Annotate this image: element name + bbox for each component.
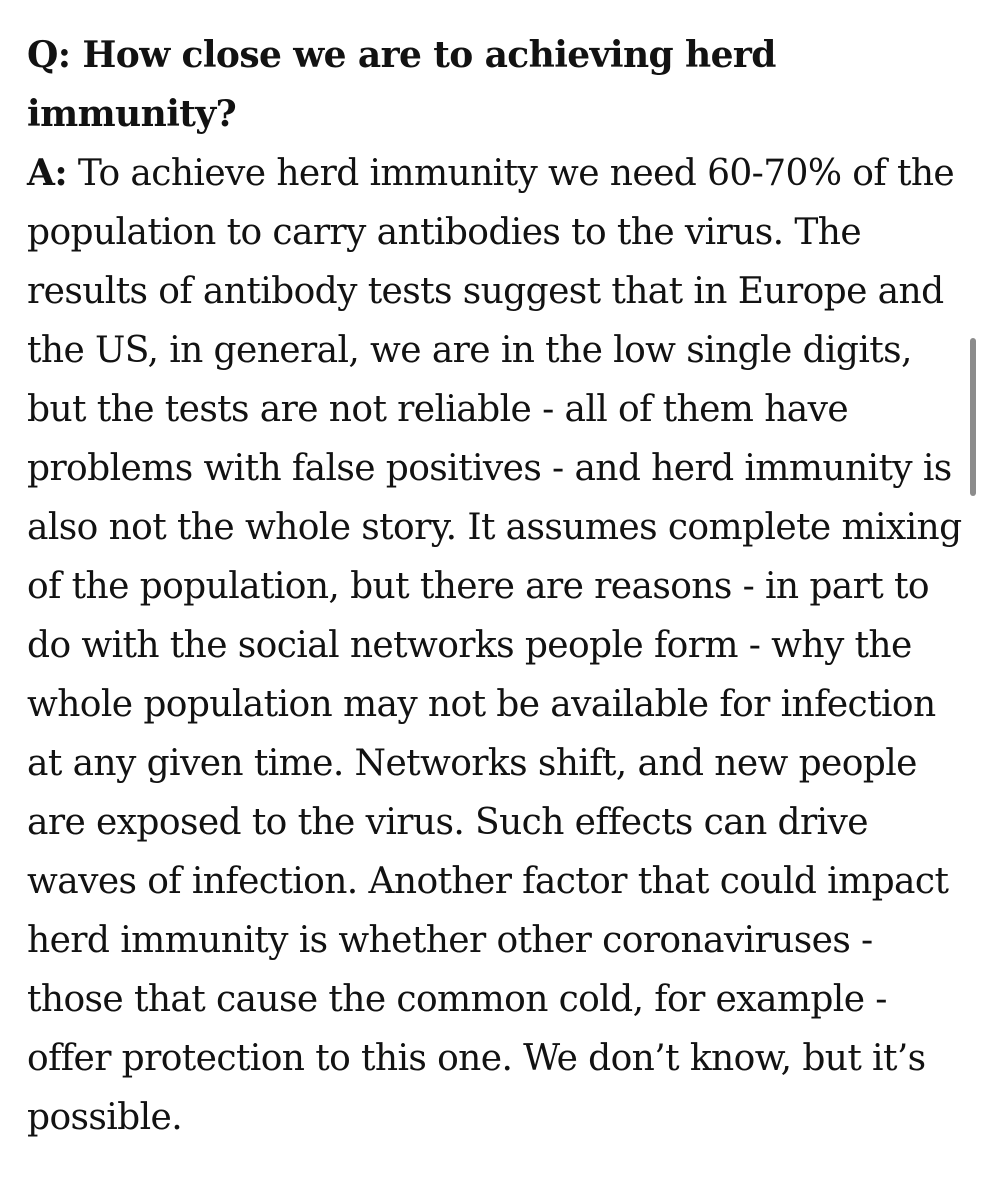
question-prefix: Q:: [27, 34, 71, 76]
answer-text: To achieve herd immunity we need 60-70% of the population to carry antibodies to the virus. The results of antibody tests suggest that in Europe and the US, in general, we are in the low single digits, but the tests are not reliable - all of them have problems with false positives - and herd immunity is also not the whole story. It assumes complete mixing of the population, but there are reasons - in part to do with the social networks people form - why the whole population may not be available for infection at any given time. Networks shift, and new people are exposed to the virus. Such effects can drive waves of infection. Another factor that could impact herd immunity is whether other coronaviruses - those that cause the common cold, for example - offer protection to this one. We don’t know, but it’s possible.: [27, 153, 962, 1138]
question-text: How close we are to achieving herd immunity?: [27, 34, 776, 135]
answer-paragraph: [27, 144, 967, 1147]
question-paragraph: [27, 26, 967, 144]
answer-prefix: A:: [27, 152, 68, 194]
article-body: [27, 26, 967, 1147]
scrollbar[interactable]: [970, 338, 976, 496]
